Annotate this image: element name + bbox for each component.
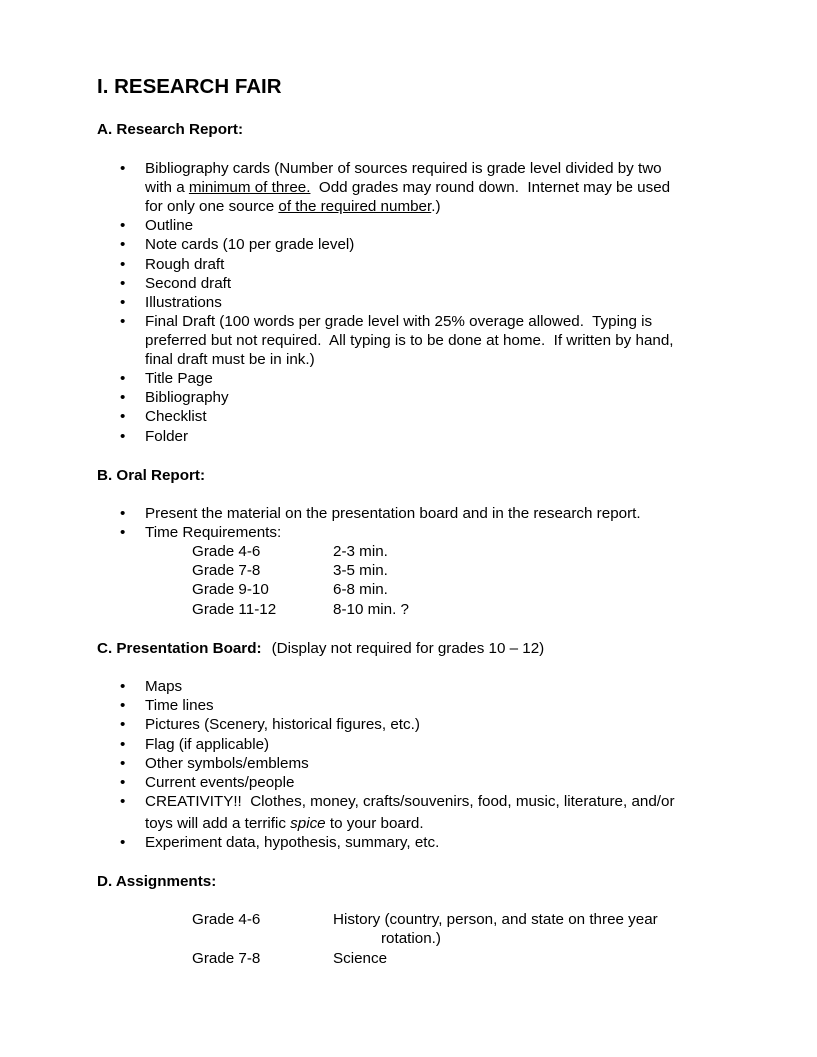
text-run: for only one source — [145, 198, 279, 215]
list-item-rough-draft: Rough draft — [145, 256, 225, 273]
bullet: • — [120, 774, 126, 791]
list-item-maps: Maps — [145, 678, 183, 695]
bullet: • — [120, 505, 126, 522]
section-note: (Display not required for grades 10 – 12) — [271, 640, 545, 657]
list-item-final-draft-line3: final draft must be in ink.) — [145, 351, 315, 368]
section-heading-research-report: A. Research Report: — [97, 121, 244, 138]
time-row-grade: Grade 7-8 — [192, 562, 261, 579]
section-heading-oral-report: B. Oral Report: — [97, 467, 206, 484]
time-row-grade: Grade 11-12 — [192, 601, 277, 618]
assignment-grade: Grade 7-8 — [192, 950, 261, 967]
list-item-bibliography-cards-line2 — [145, 178, 670, 197]
bullet: • — [120, 313, 126, 330]
list-item-time-requirements: Time Requirements: — [145, 524, 282, 541]
list-item-checklist: Checklist — [145, 408, 207, 425]
list-item-bibliography: Bibliography — [145, 389, 229, 406]
list-item-flag: Flag (if applicable) — [145, 736, 270, 753]
assignment-subject: Science — [333, 950, 388, 967]
underlined-text: of the required number — [278, 198, 432, 215]
list-item-illustrations: Illustrations — [145, 294, 222, 311]
list-item-final-draft-line2: preferred but not required. All typing is to be done at home. If written by hand, — [145, 332, 674, 349]
bullet: • — [120, 678, 126, 695]
assignment-subject-line2: rotation.) — [381, 930, 441, 947]
bullet: • — [120, 217, 126, 234]
bullet: • — [120, 834, 126, 851]
text-run: .) — [431, 198, 441, 215]
list-item-title-page: Title Page — [145, 370, 213, 387]
assignment-subject-line1: History (country, person, and state on three year — [333, 911, 658, 928]
text-run: Odd grades may round down. Internet may be used — [310, 179, 671, 196]
list-item-folder: Folder — [145, 428, 189, 445]
list-item-experiment: Experiment data, hypothesis, summary, etc. — [145, 834, 440, 851]
time-row-grade: Grade 9-10 — [192, 581, 269, 598]
time-row-minutes: 3-5 min. — [333, 562, 388, 579]
list-item-second-draft: Second draft — [145, 275, 232, 292]
italic-text: spice — [290, 815, 326, 832]
time-row-grade: Grade 4-6 — [192, 543, 261, 560]
list-item-current-events: Current events/people — [145, 774, 295, 791]
time-row-minutes: 2-3 min. — [333, 543, 388, 560]
bullet: • — [120, 736, 126, 753]
list-item-time-lines: Time lines — [145, 697, 214, 714]
bullet: • — [120, 160, 126, 177]
list-item-creativity-line2 — [145, 814, 424, 833]
section-heading-label: C. Presentation Board: — [97, 640, 262, 657]
list-item-outline: Outline — [145, 217, 194, 234]
list-item-creativity-line1: CREATIVITY!! Clothes, money, crafts/souvenirs, food, music, literature, and/or — [145, 793, 675, 810]
list-item-present-material: Present the material on the presentation board and in the research report. — [145, 505, 641, 522]
bullet: • — [120, 793, 126, 810]
list-item-pictures: Pictures (Scenery, historical figures, etc.) — [145, 716, 420, 733]
list-item-other-symbols: Other symbols/emblems — [145, 755, 309, 772]
assignment-grade: Grade 4-6 — [192, 911, 261, 928]
text-run: to your board. — [325, 815, 424, 832]
bullet: • — [120, 408, 126, 425]
time-row-minutes: 6-8 min. — [333, 581, 388, 598]
page-title: I. RESEARCH FAIR — [97, 75, 282, 98]
underlined-text: minimum of three. — [188, 179, 311, 196]
time-row-minutes: 8-10 min. ? — [333, 601, 409, 618]
list-item-bibliography-cards-line1: Bibliography cards (Number of sources required is grade level divided by two — [145, 160, 662, 177]
bullet: • — [120, 697, 126, 714]
section-heading-assignments: D. Assignments: — [97, 873, 217, 890]
bullet: • — [120, 428, 126, 445]
bullet: • — [120, 275, 126, 292]
bullet: • — [120, 256, 126, 273]
list-item-bibliography-cards-line3 — [145, 197, 441, 216]
section-heading-presentation-board — [97, 639, 544, 658]
list-item-note-cards: Note cards (10 per grade level) — [145, 236, 355, 253]
list-item-final-draft-line1: Final Draft (100 words per grade level with 25% overage allowed. Typing is — [145, 313, 653, 330]
bullet: • — [120, 236, 126, 253]
bullet: • — [120, 389, 126, 406]
text-run: toys will add a terrific — [145, 815, 291, 832]
bullet: • — [120, 294, 126, 311]
bullet: • — [120, 370, 126, 387]
bullet: • — [120, 716, 126, 733]
bullet: • — [120, 524, 126, 541]
text-run: with a — [145, 179, 189, 196]
bullet: • — [120, 755, 126, 772]
